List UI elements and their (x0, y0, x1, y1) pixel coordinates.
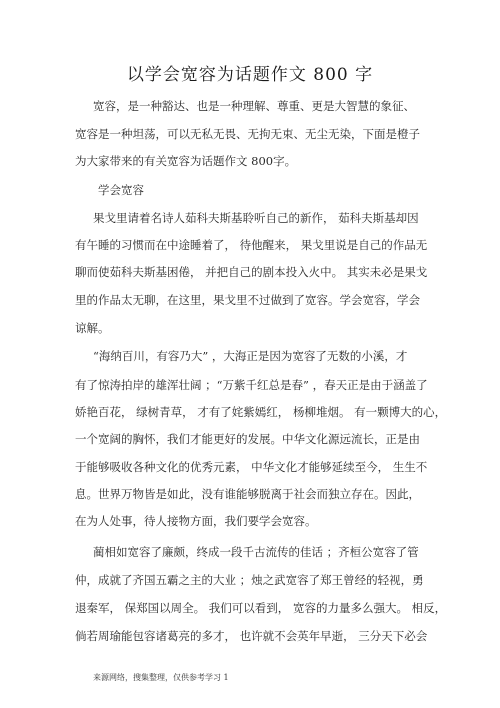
paragraph-4-line-7: 在为人处事，待人接物方面，我们要学会宽容。 (75, 514, 317, 528)
paragraph-4-line-4: 一个宽阔的胸怀，我们才能更好的发展。中华文化源远流长，正是由 (75, 432, 420, 446)
page-footer: 来源网络，搜集整理，仅供参考学习 1 (93, 673, 229, 682)
paragraph-3-line-5: 谅解。 (75, 321, 110, 335)
paragraph-3-line-3: 聊而使茹科夫斯基困倦， 并把自己的剧本投入火中。 其实未必是果戈 (75, 265, 428, 279)
paragraph-5-line-2: 仲，成就了齐国五霸之主的大业 ；烛之武宽容了郑王曾经的轻视，勇 (75, 573, 424, 587)
paragraph-5-line-1: 蔺相如宽容了廉颇，终成一段千古流传的佳话 ；齐桓公宽容了管 (93, 545, 419, 559)
paragraph-1-line-2: 宽容是一种坦荡，可以无私无畏、无拘无束、无尘无染，下面是橙子 (75, 127, 420, 141)
page-title: 以学会宽容为话题作文 800 字 (126, 65, 374, 85)
paragraph-5-line-3: 退秦军， 保郑国以周全。 我们可以看到， 宽容的力量多么强大。 相反， (75, 601, 447, 615)
paragraph-1-line-3: 为大家带来的有关宽容为话题作文 800字。 (75, 154, 297, 168)
paragraph-4-line-3: 娇艳百花， 绿树青草， 才有了姹紫嫣红， 杨柳堆烟。 有一颗博大的心， (75, 405, 447, 419)
paragraph-5-line-4: 倘若周瑜能包容诸葛亮的多才， 也许就不会英年早逝， 三分天下必会 (75, 629, 428, 643)
paragraph-4-line-6: 息。世界万物皆是如此，没有谁能够脱离于社会而独立存在。因此， (75, 487, 420, 501)
paragraph-3-line-4: 里的作品太无聊，在这里，果戈里不过做到了宽容。学会宽容，学会 (75, 293, 420, 307)
paragraph-4-line-1: “海纳百川，有容乃大” ，大海正是因为宽容了无数的小溪，才 (93, 349, 408, 363)
section-heading: 学会宽容 (98, 183, 144, 197)
paragraph-1-line-1: 宽容，是一种豁达、也是一种理解、尊重、更是大智慧的象征、 (93, 99, 415, 113)
paragraph-4-line-2: 有了惊涛拍岸的雄浑壮阔 ；“万紫千红总是春” ，春天正是由于涵盖了 (75, 378, 428, 392)
paragraph-4-line-5: 于能够吸收各种文化的优秀元素， 中华文化才能够延续至今， 生生不 (75, 460, 428, 474)
paragraph-3-line-1: 果戈里请着名诗人茹科夫斯基聆听自己的新作， 茹科夫斯基却因 (93, 211, 419, 225)
paragraph-3-line-2: 有午睡的习惯而在中途睡着了， 待他醒来， 果戈里说是自己的作品无 (75, 238, 428, 252)
